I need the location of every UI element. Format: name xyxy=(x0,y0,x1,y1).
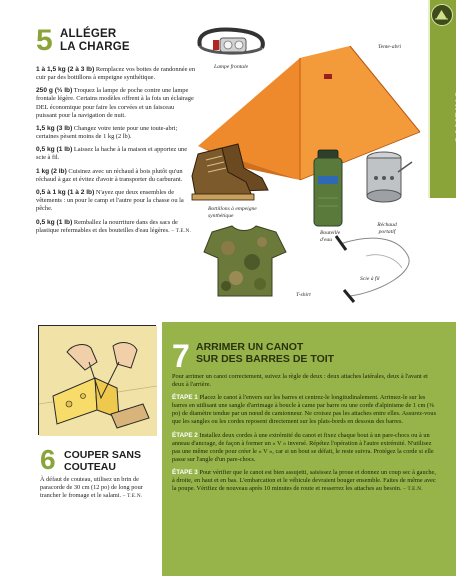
headlamp-image xyxy=(199,30,262,54)
item-weight: 0,5 kg (1 lb) xyxy=(36,146,73,154)
section-7-title-line2: SUR DES BARRES DE TOIT xyxy=(196,352,335,365)
item-text: Troquez la lampe de poche contre une lampe frontale légère. Certains modèles offrent à la fois un éclairage DEL économique pour faire les corvées et un faisceau puissant pour la navigation de nuit. xyxy=(36,87,194,119)
item-text: Cuisinez avec un réchaud à bois plutôt qu'un réchaud à gaz et évitez d'avoir à transporter du carburant. xyxy=(36,167,183,183)
step-label: ÉTAPE 2 xyxy=(172,431,198,439)
section-7-number: 7 xyxy=(172,338,190,374)
item-weight: 0,5 à 1 kg (1 à 2 lb) xyxy=(36,189,95,197)
section-6-number: 6 xyxy=(40,444,56,475)
stove-image xyxy=(367,152,412,202)
wire-saw-image xyxy=(336,236,409,302)
item-weight: 1 à 1,5 kg (2 à 3 lb) xyxy=(36,66,95,73)
section-6-title-line2: COUTEAU xyxy=(64,461,116,473)
author-tag: – T.E.N. xyxy=(121,493,143,499)
step-paragraph xyxy=(172,469,440,493)
tshirt-image xyxy=(204,226,286,296)
section-5-title-line1: ALLÉGER xyxy=(60,28,117,40)
section-7-title xyxy=(196,342,334,366)
caption-tshirt: T-shirt xyxy=(296,292,311,298)
caption-bottle: Bouteille d'eau xyxy=(320,230,341,243)
camping-side-tab xyxy=(428,0,466,198)
step-text: Pour vérifier que le canot est bien assujetti, saisissez la proue et donnez un coup sec à gauche, à droite, en haut et en bas. L'embarcation et le véhicule devraient bouger ensemble. Faites de même avec la poupe. Vérifiez de nouveau après 10 minutes de route et resserrez les attaches au besoin. xyxy=(172,468,436,493)
section-5-title-line2: LA CHARGE xyxy=(60,40,130,53)
item-text: Laissez la hache à la maison et apportez une scie à fil. xyxy=(36,146,188,162)
step-text: Installez deux cordes à une extrémité du canot et fixez chaque bout à un pare-chocs ou à un anneau d'ancrage, de façon à former un « V » inversé. Répétez l'opération à l'autre extrémité. N'utilisez pas une même corde pour créer le « V », car si un bout se défait, le reste suivra. Protégez la corde si elle passe sur l'angle d'un pare-chocs. xyxy=(172,431,434,463)
item-weight: 250 g (⅓ lb) xyxy=(36,87,73,95)
water-bottle-image xyxy=(314,150,342,226)
tent-badge-icon xyxy=(431,4,453,26)
caption-saw: Scie à fil xyxy=(360,276,380,282)
section-7-title-line1: ARRIMER UN CANOT xyxy=(196,341,304,353)
section-6-text: À défaut de couteau, utilisez un brin de paracorde de 30 cm (12 po) de long pour trancher le fromage et le salami. xyxy=(40,476,143,499)
item-text: N'ayez que deux ensembles de vêtements : un pour le camp et l'autre pour la chasse ou la pêche. xyxy=(36,189,184,213)
caption-headlamp: Lampe frontale xyxy=(214,64,249,70)
side-tab-label: CAMPING xyxy=(454,90,466,145)
caption-stove: Réchaud portatif xyxy=(377,222,397,235)
item-weight: 0,5 kg (1 lb) xyxy=(36,218,73,226)
section-7-body xyxy=(172,373,440,498)
caption-tent: Tente-abri xyxy=(378,44,402,50)
step-paragraph xyxy=(172,432,440,464)
step-label: ÉTAPE 1 xyxy=(172,394,198,402)
item-text: Remplacez vos bottes de randonnée en cuir par des bottillons à empeigne synthétique. xyxy=(36,66,196,82)
item-weight: 1 kg (2 lb) xyxy=(36,167,67,175)
item-weight: 1,5 kg (3 lb) xyxy=(36,124,73,132)
item-text: Changez votre tente pour une toute-abri; certaines pèsent moins de 1 kg (2 lb). xyxy=(36,124,178,141)
section-5-number: 5 xyxy=(36,24,53,57)
section-6-title xyxy=(64,449,141,473)
step-label: ÉTAPE 3 xyxy=(172,468,198,476)
section-6-body xyxy=(40,476,156,500)
section-6-title-line1: COUPER SANS xyxy=(64,449,142,461)
caption-boots: Bottillons à empeigne synthétique xyxy=(208,206,257,219)
step-text: Placez le canot à l'envers sur les barres et centrez-le longitudinalement. Arrimez-le sur les barres en utilisant une sangle d'arrimage à boucle à came par barre ou une corde d'alpinisme de 1 cm (⅜ po) de diamètre tendue par un nœud de camionneur. Ne croisez pas les attaches entre elles. Assurez-vous que les sangles ou les cordes reposent directement sur les plats-bords en dessous des barres. xyxy=(172,394,437,426)
section-7-intro: Pour arrimer un canot correctement, suivez la règle de deux : deux attaches latérales, deux à l'avant et deux à l'arrière. xyxy=(172,373,428,389)
author-tag: – T.E.N. xyxy=(401,486,423,493)
item-text: Remballez la nourriture dans des sacs de plastique refermables et des bouteilles d'eau légères. xyxy=(36,218,178,234)
step-paragraph xyxy=(172,394,440,426)
author-tag: – T.E.N. xyxy=(169,227,192,234)
cheese-cutting-illustration xyxy=(38,325,156,435)
